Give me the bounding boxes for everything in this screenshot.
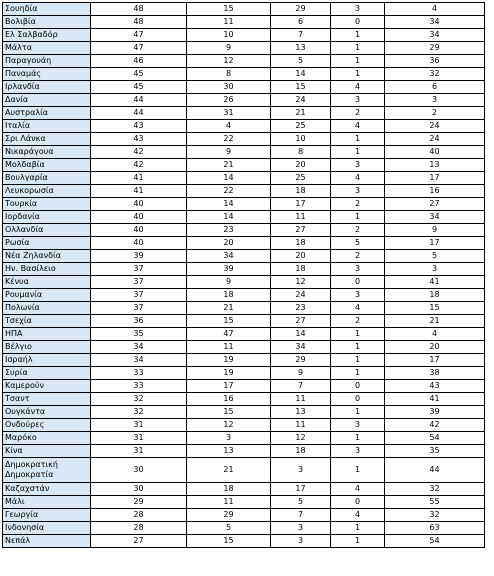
- value-cell-2: 31: [187, 107, 271, 120]
- value-cell-5: 16: [385, 185, 485, 198]
- value-cell-5: 35: [385, 445, 485, 458]
- country-cell: Σουηδία: [3, 3, 91, 16]
- table-row: [3, 263, 485, 276]
- value-cell-4: 1: [331, 354, 385, 367]
- value-cell-4: 2: [331, 198, 385, 211]
- table-row: [3, 81, 485, 94]
- value-cell-3: 9: [271, 367, 331, 380]
- country-cell: Ινδονησία: [3, 522, 91, 535]
- value-cell-1: 48: [91, 3, 187, 16]
- value-cell-4: 3: [331, 445, 385, 458]
- value-cell-1: 37: [91, 289, 187, 302]
- value-cell-5: 29: [385, 42, 485, 55]
- table-row: [3, 315, 485, 328]
- value-cell-4: 1: [331, 458, 385, 483]
- value-cell-3: 5: [271, 496, 331, 509]
- value-cell-1: 33: [91, 380, 187, 393]
- value-cell-1: 35: [91, 328, 187, 341]
- value-cell-1: 31: [91, 445, 187, 458]
- value-cell-1: 39: [91, 250, 187, 263]
- value-cell-5: 40: [385, 146, 485, 159]
- table-row: [3, 250, 485, 263]
- value-cell-3: 25: [271, 172, 331, 185]
- value-cell-1: 44: [91, 94, 187, 107]
- table-row: [3, 302, 485, 315]
- value-cell-5: 32: [385, 68, 485, 81]
- value-cell-4: 5: [331, 237, 385, 250]
- value-cell-5: 41: [385, 393, 485, 406]
- table-row: [3, 42, 485, 55]
- value-cell-1: 34: [91, 354, 187, 367]
- value-cell-5: 55: [385, 496, 485, 509]
- value-cell-4: 1: [331, 341, 385, 354]
- value-cell-3: 18: [271, 237, 331, 250]
- value-cell-1: 47: [91, 42, 187, 55]
- value-cell-3: 11: [271, 393, 331, 406]
- value-cell-1: 45: [91, 81, 187, 94]
- table-row: [3, 237, 485, 250]
- value-cell-5: 3: [385, 263, 485, 276]
- country-cell: Ελ Σαλβαδόρ: [3, 29, 91, 42]
- country-cell: Λευκορωσία: [3, 185, 91, 198]
- value-cell-2: 11: [187, 341, 271, 354]
- country-cell: Πολωνία: [3, 302, 91, 315]
- value-cell-2: 15: [187, 535, 271, 548]
- country-cell: Μαρόκο: [3, 432, 91, 445]
- value-cell-5: 39: [385, 406, 485, 419]
- value-cell-5: 24: [385, 120, 485, 133]
- value-cell-3: 29: [271, 354, 331, 367]
- value-cell-2: 9: [187, 146, 271, 159]
- value-cell-4: 1: [331, 535, 385, 548]
- value-cell-5: 32: [385, 509, 485, 522]
- value-cell-1: 41: [91, 185, 187, 198]
- table-row: [3, 380, 485, 393]
- value-cell-2: 13: [187, 445, 271, 458]
- value-cell-3: 13: [271, 406, 331, 419]
- value-cell-1: 29: [91, 496, 187, 509]
- value-cell-3: 20: [271, 250, 331, 263]
- value-cell-4: 2: [331, 315, 385, 328]
- value-cell-5: 13: [385, 159, 485, 172]
- value-cell-1: 41: [91, 172, 187, 185]
- value-cell-5: 21: [385, 315, 485, 328]
- value-cell-3: 7: [271, 29, 331, 42]
- country-cell: Ονδούρες: [3, 419, 91, 432]
- value-cell-3: 20: [271, 159, 331, 172]
- country-cell: Μάλι: [3, 496, 91, 509]
- table-row: [3, 535, 485, 548]
- country-cell: Καμερούν: [3, 380, 91, 393]
- value-cell-4: 0: [331, 393, 385, 406]
- value-cell-1: 32: [91, 406, 187, 419]
- value-cell-5: 3: [385, 94, 485, 107]
- value-cell-2: 14: [187, 198, 271, 211]
- value-cell-4: 0: [331, 380, 385, 393]
- value-cell-1: 46: [91, 55, 187, 68]
- table-row: [3, 120, 485, 133]
- value-cell-5: 34: [385, 16, 485, 29]
- value-cell-5: 15: [385, 302, 485, 315]
- value-cell-3: 11: [271, 211, 331, 224]
- table-row: [3, 509, 485, 522]
- value-cell-4: 3: [331, 3, 385, 16]
- value-cell-1: 42: [91, 159, 187, 172]
- value-cell-2: 19: [187, 367, 271, 380]
- country-cell: Δανία: [3, 94, 91, 107]
- value-cell-2: 4: [187, 120, 271, 133]
- value-cell-4: 0: [331, 496, 385, 509]
- value-cell-2: 14: [187, 211, 271, 224]
- value-cell-5: 9: [385, 224, 485, 237]
- value-cell-2: 11: [187, 496, 271, 509]
- value-cell-2: 15: [187, 406, 271, 419]
- country-cell: Καζαχστάν: [3, 483, 91, 496]
- value-cell-2: 15: [187, 3, 271, 16]
- value-cell-3: 27: [271, 315, 331, 328]
- table-row: [3, 522, 485, 535]
- value-cell-2: 22: [187, 185, 271, 198]
- value-cell-1: 40: [91, 198, 187, 211]
- data-table: [2, 2, 485, 548]
- value-cell-1: 36: [91, 315, 187, 328]
- country-cell: Ισραήλ: [3, 354, 91, 367]
- table-row: [3, 159, 485, 172]
- country-cell: Δημοκρατική Δημοκρατία: [3, 458, 91, 483]
- country-cell: Ιορδανία: [3, 211, 91, 224]
- country-cell: Τουρκία: [3, 198, 91, 211]
- country-cell: Ιρλανδία: [3, 81, 91, 94]
- value-cell-4: 3: [331, 185, 385, 198]
- value-cell-2: 30: [187, 81, 271, 94]
- value-cell-4: 1: [331, 406, 385, 419]
- value-cell-1: 43: [91, 120, 187, 133]
- country-cell: Ην. Βασίλειο: [3, 263, 91, 276]
- value-cell-2: 22: [187, 133, 271, 146]
- value-cell-2: 3: [187, 432, 271, 445]
- value-cell-3: 18: [271, 263, 331, 276]
- value-cell-2: 5: [187, 522, 271, 535]
- table-row: [3, 55, 485, 68]
- value-cell-3: 3: [271, 458, 331, 483]
- value-cell-4: 4: [331, 483, 385, 496]
- value-cell-5: 54: [385, 535, 485, 548]
- value-cell-2: 16: [187, 393, 271, 406]
- value-cell-2: 26: [187, 94, 271, 107]
- value-cell-5: 5: [385, 250, 485, 263]
- value-cell-3: 12: [271, 432, 331, 445]
- value-cell-1: 31: [91, 432, 187, 445]
- value-cell-2: 12: [187, 419, 271, 432]
- value-cell-1: 48: [91, 16, 187, 29]
- country-cell: Κίνα: [3, 445, 91, 458]
- value-cell-4: 1: [331, 328, 385, 341]
- country-cell: Ιταλία: [3, 120, 91, 133]
- table-row: [3, 107, 485, 120]
- value-cell-4: 3: [331, 289, 385, 302]
- value-cell-2: 9: [187, 42, 271, 55]
- value-cell-1: 44: [91, 107, 187, 120]
- value-cell-2: 29: [187, 509, 271, 522]
- value-cell-1: 34: [91, 341, 187, 354]
- table-row: [3, 445, 485, 458]
- value-cell-1: 43: [91, 133, 187, 146]
- value-cell-4: 4: [331, 302, 385, 315]
- country-cell: Τσαντ: [3, 393, 91, 406]
- value-cell-2: 12: [187, 55, 271, 68]
- value-cell-3: 17: [271, 483, 331, 496]
- value-cell-4: 1: [331, 367, 385, 380]
- value-cell-5: 44: [385, 458, 485, 483]
- value-cell-5: 27: [385, 198, 485, 211]
- value-cell-2: 21: [187, 458, 271, 483]
- value-cell-4: 1: [331, 211, 385, 224]
- value-cell-4: 0: [331, 276, 385, 289]
- country-cell: Νικαράγουα: [3, 146, 91, 159]
- value-cell-5: 20: [385, 341, 485, 354]
- value-cell-2: 20: [187, 237, 271, 250]
- table-row: [3, 29, 485, 42]
- value-cell-5: 38: [385, 367, 485, 380]
- table-row: [3, 367, 485, 380]
- value-cell-1: 27: [91, 535, 187, 548]
- value-cell-4: 2: [331, 107, 385, 120]
- country-cell: Ουγκάντα: [3, 406, 91, 419]
- country-cell: ΗΠΑ: [3, 328, 91, 341]
- value-cell-2: 21: [187, 159, 271, 172]
- table-row: [3, 496, 485, 509]
- value-cell-4: 2: [331, 250, 385, 263]
- value-cell-3: 24: [271, 94, 331, 107]
- value-cell-3: 17: [271, 198, 331, 211]
- value-cell-1: 31: [91, 419, 187, 432]
- table-row: [3, 393, 485, 406]
- value-cell-3: 5: [271, 55, 331, 68]
- value-cell-2: 11: [187, 16, 271, 29]
- value-cell-3: 3: [271, 522, 331, 535]
- value-cell-4: 1: [331, 68, 385, 81]
- value-cell-5: 34: [385, 29, 485, 42]
- country-cell: Αυστραλία: [3, 107, 91, 120]
- value-cell-4: 1: [331, 29, 385, 42]
- value-cell-3: 23: [271, 302, 331, 315]
- value-cell-1: 32: [91, 393, 187, 406]
- value-cell-4: 4: [331, 120, 385, 133]
- table-row: [3, 172, 485, 185]
- value-cell-2: 14: [187, 172, 271, 185]
- value-cell-2: 9: [187, 276, 271, 289]
- value-cell-4: 1: [331, 42, 385, 55]
- country-cell: Παναμάς: [3, 68, 91, 81]
- value-cell-2: 10: [187, 29, 271, 42]
- table-row: [3, 432, 485, 445]
- country-cell: Ολλανδία: [3, 224, 91, 237]
- value-cell-5: 41: [385, 276, 485, 289]
- country-cell: Τσεχία: [3, 315, 91, 328]
- value-cell-1: 40: [91, 211, 187, 224]
- table-row: [3, 341, 485, 354]
- value-cell-3: 10: [271, 133, 331, 146]
- value-cell-4: 1: [331, 146, 385, 159]
- value-cell-3: 13: [271, 42, 331, 55]
- value-cell-5: 42: [385, 419, 485, 432]
- value-cell-1: 37: [91, 276, 187, 289]
- value-cell-3: 6: [271, 16, 331, 29]
- value-cell-3: 11: [271, 419, 331, 432]
- value-cell-5: 34: [385, 211, 485, 224]
- country-cell: Βολιβία: [3, 16, 91, 29]
- country-cell: Κένυα: [3, 276, 91, 289]
- value-cell-3: 29: [271, 3, 331, 16]
- value-cell-3: 15: [271, 81, 331, 94]
- table-row: [3, 276, 485, 289]
- table-row: [3, 133, 485, 146]
- country-cell: Βέλγιο: [3, 341, 91, 354]
- value-cell-3: 7: [271, 380, 331, 393]
- value-cell-2: 8: [187, 68, 271, 81]
- value-cell-4: 1: [331, 55, 385, 68]
- value-cell-3: 14: [271, 68, 331, 81]
- value-cell-5: 18: [385, 289, 485, 302]
- value-cell-1: 37: [91, 263, 187, 276]
- country-cell: Ρωσία: [3, 237, 91, 250]
- value-cell-5: 24: [385, 133, 485, 146]
- table-row: [3, 185, 485, 198]
- value-cell-5: 17: [385, 354, 485, 367]
- value-cell-4: 4: [331, 172, 385, 185]
- value-cell-5: 17: [385, 237, 485, 250]
- value-cell-3: 18: [271, 185, 331, 198]
- country-cell: Μάλτα: [3, 42, 91, 55]
- country-cell: Σρι Λάνκα: [3, 133, 91, 146]
- table-row: [3, 483, 485, 496]
- value-cell-5: 36: [385, 55, 485, 68]
- value-cell-4: 1: [331, 522, 385, 535]
- table-row: [3, 289, 485, 302]
- value-cell-3: 24: [271, 289, 331, 302]
- value-cell-1: 42: [91, 146, 187, 159]
- value-cell-5: 43: [385, 380, 485, 393]
- value-cell-1: 33: [91, 367, 187, 380]
- value-cell-5: 63: [385, 522, 485, 535]
- value-cell-1: 30: [91, 483, 187, 496]
- value-cell-2: 23: [187, 224, 271, 237]
- value-cell-3: 34: [271, 341, 331, 354]
- value-cell-1: 28: [91, 509, 187, 522]
- value-cell-4: 3: [331, 263, 385, 276]
- value-cell-4: 1: [331, 432, 385, 445]
- value-cell-1: 28: [91, 522, 187, 535]
- value-cell-2: 19: [187, 354, 271, 367]
- value-cell-5: 4: [385, 3, 485, 16]
- table-row: [3, 146, 485, 159]
- country-cell: Παραγουάη: [3, 55, 91, 68]
- value-cell-5: 6: [385, 81, 485, 94]
- value-cell-5: 2: [385, 107, 485, 120]
- value-cell-2: 39: [187, 263, 271, 276]
- value-cell-2: 18: [187, 483, 271, 496]
- table-row: [3, 224, 485, 237]
- value-cell-1: 40: [91, 237, 187, 250]
- value-cell-2: 34: [187, 250, 271, 263]
- value-cell-5: 4: [385, 328, 485, 341]
- country-cell: Ρουμανία: [3, 289, 91, 302]
- value-cell-4: 1: [331, 133, 385, 146]
- value-cell-2: 18: [187, 289, 271, 302]
- table-row: [3, 198, 485, 211]
- table-row: [3, 68, 485, 81]
- value-cell-2: 47: [187, 328, 271, 341]
- value-cell-1: 40: [91, 224, 187, 237]
- table-row: [3, 419, 485, 432]
- table-row: [3, 16, 485, 29]
- value-cell-4: 0: [331, 16, 385, 29]
- country-cell: Βουλγαρία: [3, 172, 91, 185]
- country-cell: Μολδαβία: [3, 159, 91, 172]
- table-row: [3, 328, 485, 341]
- value-cell-1: 30: [91, 458, 187, 483]
- value-cell-3: 25: [271, 120, 331, 133]
- value-cell-4: 3: [331, 94, 385, 107]
- value-cell-4: 4: [331, 81, 385, 94]
- table-row: [3, 458, 485, 483]
- value-cell-3: 8: [271, 146, 331, 159]
- country-cell: Γεωργία: [3, 509, 91, 522]
- value-cell-4: 3: [331, 159, 385, 172]
- table-row: [3, 3, 485, 16]
- value-cell-3: 12: [271, 276, 331, 289]
- value-cell-3: 7: [271, 509, 331, 522]
- value-cell-2: 21: [187, 302, 271, 315]
- country-cell: Συρία: [3, 367, 91, 380]
- country-cell: Νέα Ζηλανδία: [3, 250, 91, 263]
- value-cell-3: 27: [271, 224, 331, 237]
- table-row: [3, 354, 485, 367]
- value-cell-4: 3: [331, 419, 385, 432]
- value-cell-5: 32: [385, 483, 485, 496]
- value-cell-3: 21: [271, 107, 331, 120]
- value-cell-1: 45: [91, 68, 187, 81]
- value-cell-1: 37: [91, 302, 187, 315]
- value-cell-4: 4: [331, 509, 385, 522]
- table-row: [3, 94, 485, 107]
- value-cell-3: 14: [271, 328, 331, 341]
- table-row: [3, 406, 485, 419]
- value-cell-4: 2: [331, 224, 385, 237]
- value-cell-3: 18: [271, 445, 331, 458]
- value-cell-5: 54: [385, 432, 485, 445]
- value-cell-3: 3: [271, 535, 331, 548]
- country-cell: Νεπάλ: [3, 535, 91, 548]
- table-row: [3, 211, 485, 224]
- value-cell-1: 47: [91, 29, 187, 42]
- value-cell-2: 17: [187, 380, 271, 393]
- value-cell-2: 15: [187, 315, 271, 328]
- value-cell-5: 17: [385, 172, 485, 185]
